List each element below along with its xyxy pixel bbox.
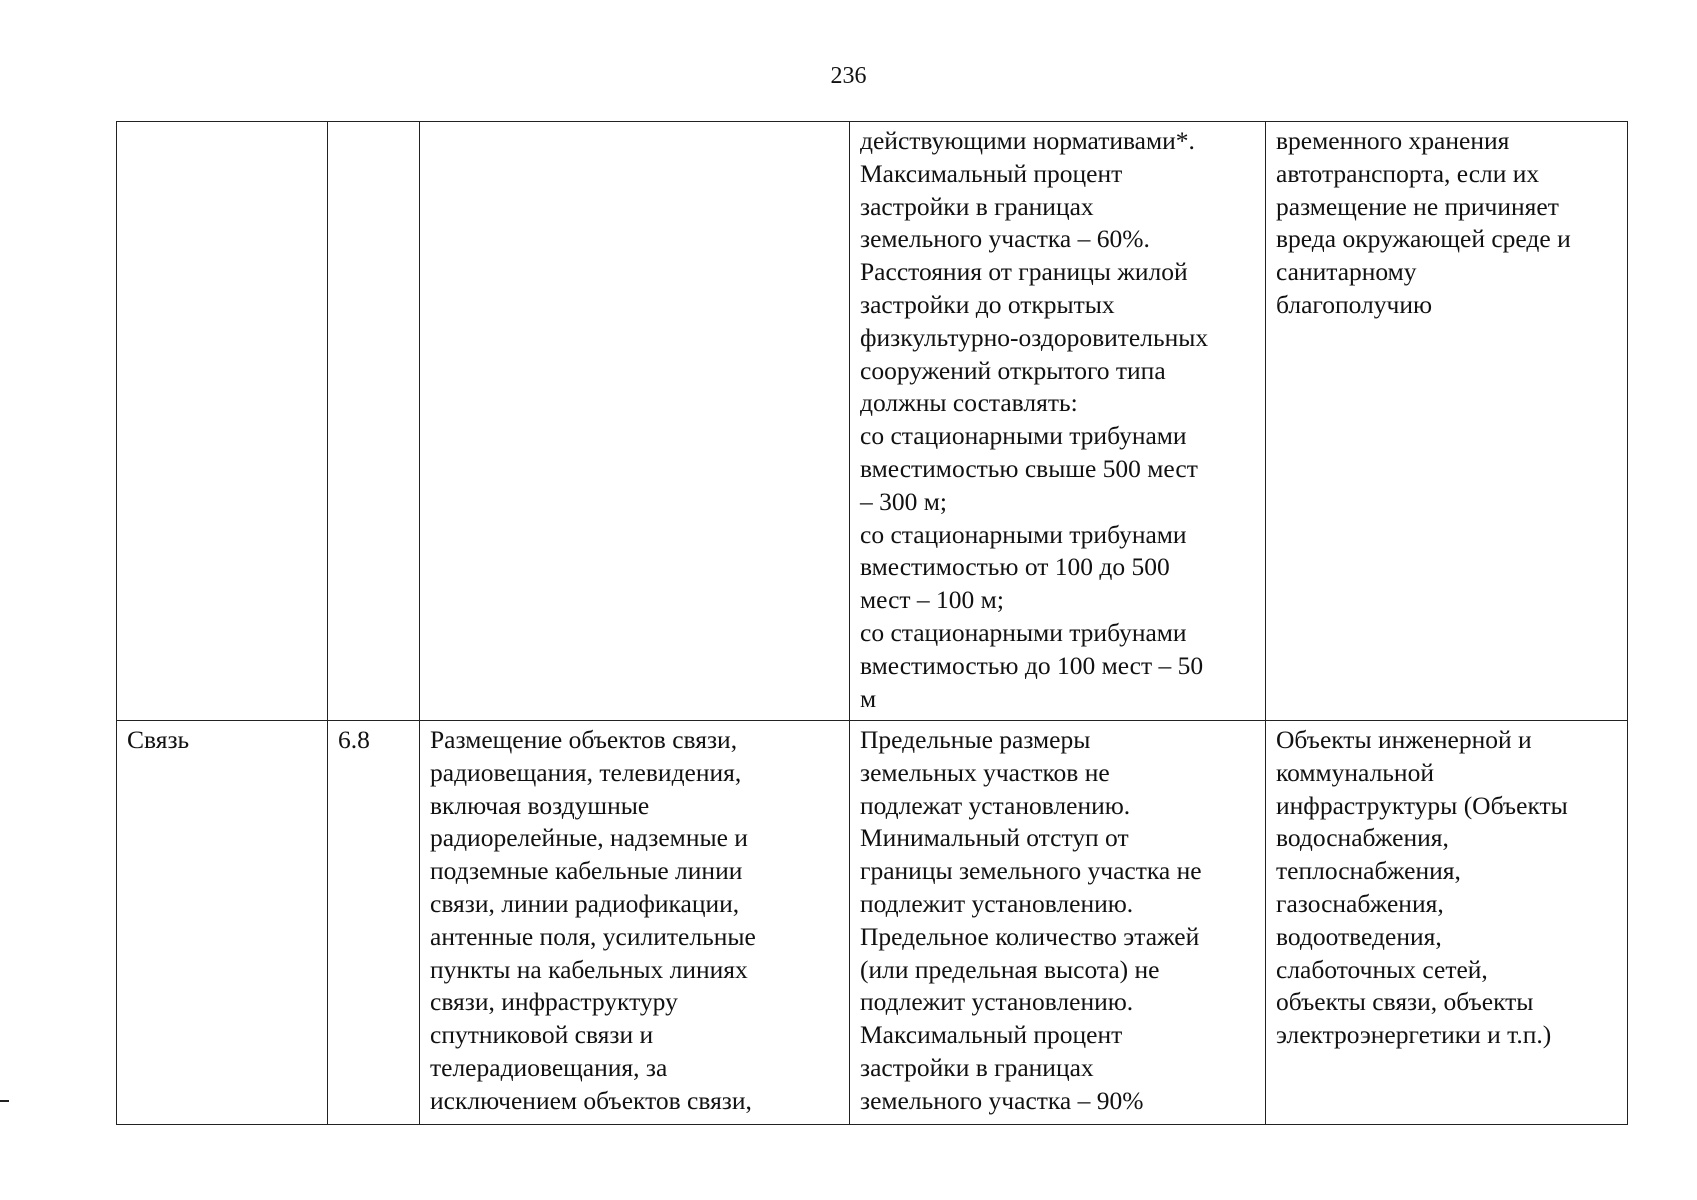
cell-text-line: вместимостью от 100 до 500 xyxy=(860,552,1170,582)
cell-text-line: подлежит установлению. xyxy=(860,888,1134,918)
cell-text-line: Максимальный процент xyxy=(860,1020,1123,1050)
cell-text-line: инфраструктуры (Объекты xyxy=(1276,790,1568,820)
cell-text-line: вместимостью свыше 500 мест xyxy=(860,453,1198,483)
cell-text-line: должны составлять: xyxy=(860,388,1078,418)
cell-text-line: мест – 100 м; xyxy=(860,585,1004,615)
cell-land-use-name xyxy=(117,721,328,1125)
cell-text-line: газоснабжения, xyxy=(1276,888,1444,918)
cell-text-line: водоснабжения, xyxy=(1276,823,1449,853)
cell-text-line: действующими нормативами*. xyxy=(860,126,1195,155)
cell-land-use-code xyxy=(328,122,420,721)
cell-text-line: земельного участка – 60%. xyxy=(860,224,1150,254)
cell-text-line: Предельные размеры xyxy=(860,725,1091,754)
cell-text-line: м xyxy=(860,683,877,713)
margin-mark xyxy=(0,1100,9,1102)
cell-text-line: антенные поля, усилительные xyxy=(430,921,756,951)
cell-text-line: Размещение объектов связи, xyxy=(430,725,738,754)
cell-text-line: со стационарными трибунами xyxy=(860,421,1187,451)
cell-text-line: земельного участка – 90% xyxy=(860,1085,1144,1115)
cell-text-line: спутниковой связи и xyxy=(430,1020,654,1050)
table-row xyxy=(117,122,1628,721)
cell-text-line: радиорелейные, надземные и xyxy=(430,823,748,853)
cell-land-use-name xyxy=(117,122,328,721)
cell-text-line: Максимальный процент xyxy=(860,158,1123,188)
cell-land-use-code xyxy=(328,721,420,1125)
cell-building-parameters xyxy=(850,721,1266,1125)
cell-text-line: телерадиовещания, за xyxy=(430,1052,668,1082)
cell-text-line: размещение не причиняет xyxy=(1276,191,1559,221)
cell-text-line: электроэнергетики и т.п.) xyxy=(1276,1020,1552,1050)
cell-text-line: сооружений открытого типа xyxy=(860,355,1166,385)
cell-text: 6.8 xyxy=(338,725,370,754)
cell-land-use-description xyxy=(420,122,850,721)
cell-text-line: (или предельная высота) не xyxy=(860,954,1160,984)
table-body xyxy=(117,122,1628,1125)
cell-text-line: вместимостью до 100 мест – 50 xyxy=(860,650,1204,680)
cell-text-line: – 300 м; xyxy=(860,486,947,516)
cell-text: Связь xyxy=(127,725,190,754)
page-number: 236 xyxy=(830,63,867,89)
cell-text-line: вреда окружающей среде и xyxy=(1276,224,1571,254)
cell-land-use-description xyxy=(420,721,850,1125)
cell-building-parameters xyxy=(850,122,1266,721)
cell-text-line: благополучию xyxy=(1276,289,1433,319)
cell-text-line: включая воздушные xyxy=(430,790,650,820)
cell-text-line: подлежит установлению. xyxy=(860,987,1134,1017)
cell-text-line: подлежат установлению. xyxy=(860,790,1131,820)
table-row xyxy=(117,721,1628,1125)
cell-auxiliary-uses xyxy=(1266,122,1628,721)
cell-text-line: застройки в границах xyxy=(860,1052,1094,1082)
cell-text-line: слаботочных сетей, xyxy=(1276,954,1488,984)
cell-text-line: связи, линии радиофикации, xyxy=(430,888,740,918)
cell-text-line: водоотведения, xyxy=(1276,921,1442,951)
cell-text-line: со стационарными трибунами xyxy=(860,519,1187,549)
cell-text-line: автотранспорта, если их xyxy=(1276,158,1540,188)
cell-text-line: временного хранения xyxy=(1276,126,1510,155)
cell-text-line: подземные кабельные линии xyxy=(430,856,743,886)
cell-text-line: Минимальный отступ от xyxy=(860,823,1129,853)
cell-text-line: объекты связи, объекты xyxy=(1276,987,1534,1017)
cell-text-line: застройки до открытых xyxy=(860,289,1115,319)
cell-text-line: связи, инфраструктуру xyxy=(430,987,678,1017)
cell-auxiliary-uses xyxy=(1266,721,1628,1125)
cell-text-line: Расстояния от границы жилой xyxy=(860,257,1188,287)
cell-text-line: земельных участков не xyxy=(860,757,1110,787)
cell-text-line: физкультурно-оздоровительных xyxy=(860,322,1209,352)
cell-text-line: границы земельного участка не xyxy=(860,856,1202,886)
cell-text-line: со стационарными трибунами xyxy=(860,617,1187,647)
cell-text-line: Объекты инженерной и xyxy=(1276,725,1532,754)
cell-text-line: теплоснабжения, xyxy=(1276,856,1461,886)
cell-text-line: пункты на кабельных линиях xyxy=(430,954,748,984)
cell-text-line: радиовещания, телевидения, xyxy=(430,757,742,787)
cell-text-line: Предельное количество этажей xyxy=(860,921,1200,951)
cell-text-line: застройки в границах xyxy=(860,191,1094,221)
land-use-table xyxy=(116,121,1628,1125)
cell-text-line: исключением объектов связи, xyxy=(430,1085,752,1115)
cell-text-line: санитарному xyxy=(1276,257,1417,287)
cell-text-line: коммунальной xyxy=(1276,757,1434,787)
